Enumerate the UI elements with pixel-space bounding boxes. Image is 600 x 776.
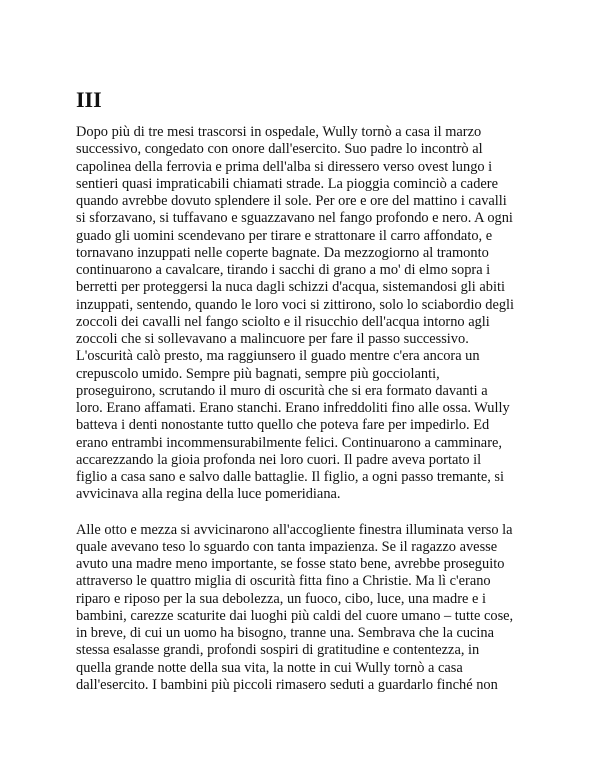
text-line: proseguirono, scrutando il muro di oscurità che si era formato davanti a bbox=[76, 382, 488, 399]
text-line: batteva i denti nonostante tutto quello che poteva fare per impedirlo. Ed bbox=[76, 417, 490, 434]
text-line: L'oscurità calò presto, ma raggiunsero il guado mentre c'era ancora un bbox=[76, 348, 480, 365]
text-line: zoccoli che si sollevavano a malincuore per fare il passo successivo. bbox=[76, 331, 469, 347]
text-line: Alle otto e mezza si avvicinarono all'accogliente finestra illuminata verso la bbox=[76, 521, 513, 538]
text-line: sentieri quasi impraticabili chiamati strade. La pioggia cominciò a cadere bbox=[76, 175, 498, 192]
text-line: crepuscolo umido. Sempre più bagnati, sempre più gocciolanti, bbox=[76, 365, 440, 382]
text-line: avuto una madre meno importante, se fosse stato bene, avrebbe proseguito bbox=[76, 556, 505, 572]
text-line: quale avevano teso lo sguardo con tanta impazienza. Se il ragazzo avesse bbox=[76, 538, 498, 555]
text-line: capolinea della ferrovia e prima dell'alba si diressero verso ovest lungo i bbox=[76, 158, 493, 175]
text-line: tornavano inzuppati nelle coperte bagnate. Da mezzogiorno al tramonto bbox=[76, 244, 489, 261]
text-line: successivo, congedato con onore dall'esercito. Suo padre lo incontrò al bbox=[76, 141, 483, 158]
text-line: stessa esalasse grandi, profondi sospiri di gratitudine e contentezza, in bbox=[76, 642, 480, 659]
text-line: riparo e riposo per la sua debolezza, un fuoco, cibo, luce, una madre e i bbox=[76, 590, 486, 607]
text-line: berretti per proteggersi la nuca dagli schizzi d'acqua, sistemandosi gli abiti bbox=[76, 279, 505, 296]
chapter-heading: III bbox=[76, 87, 102, 112]
text-line: inzuppati, sentendo, quando le loro voci si zittirono, solo lo sciabordio degli bbox=[76, 296, 515, 313]
text-line: continuarono a cavalcare, tirando i sacchi di grano a mo' di elmo sopra i bbox=[76, 262, 491, 278]
text-line: zoccoli dei cavalli nel fango sciolto e il risucchio dell'acqua intorno agli bbox=[76, 313, 490, 330]
text-line: si sforzavano, si tuffavano e sguazzavano nel fango profondo e nero. A ogni bbox=[76, 210, 513, 227]
text-line: Dopo più di tre mesi trascorsi in ospedale, Wully tornò a casa il marzo bbox=[76, 124, 482, 140]
text-line: in breve, di cui un uomo ha bisogno, tranne una. Sembrava che la cucina bbox=[76, 625, 494, 641]
text-line: attraverso le quattro miglia di oscurità fitta fino a Christie. Ma lì c'erano bbox=[76, 573, 491, 590]
text-line: avvicinava alla regina della luce pomeridiana. bbox=[76, 486, 341, 503]
text-line: quando avrebbe dovuto splendere il sole. Per ore e ore del mattino i cavalli bbox=[76, 193, 507, 209]
text-line: accarezzando la gioia profonda nei loro cuori. Il padre aveva portato il bbox=[76, 451, 482, 468]
text-line: figlio a casa sano e salvo dalle battaglie. Il figlio, a ogni passo tremante, si bbox=[76, 469, 504, 485]
text-line: bambini, carezze scaturite dai luoghi più caldi del cuore umano – tutte cose, bbox=[76, 607, 514, 624]
text-line: loro. Erano affamati. Erano stanchi. Erano infreddoliti fino alle ossa. Wully bbox=[76, 400, 510, 416]
paragraph bbox=[76, 124, 546, 504]
text-line: erano entrambi incommensurabilmente felici. Continuarono a camminare, bbox=[76, 434, 502, 451]
text-line: dall'esercito. I bambini più piccoli rimasero seduti a guardarlo finché non bbox=[76, 676, 498, 693]
body-text bbox=[76, 124, 546, 694]
paragraph bbox=[76, 522, 546, 695]
text-line: quella grande notte della sua vita, la notte in cui Wully tornò a casa bbox=[76, 659, 463, 676]
text-line: guado gli uomini scendevano per tirare e strattonare il carro affondato, e bbox=[76, 227, 493, 244]
